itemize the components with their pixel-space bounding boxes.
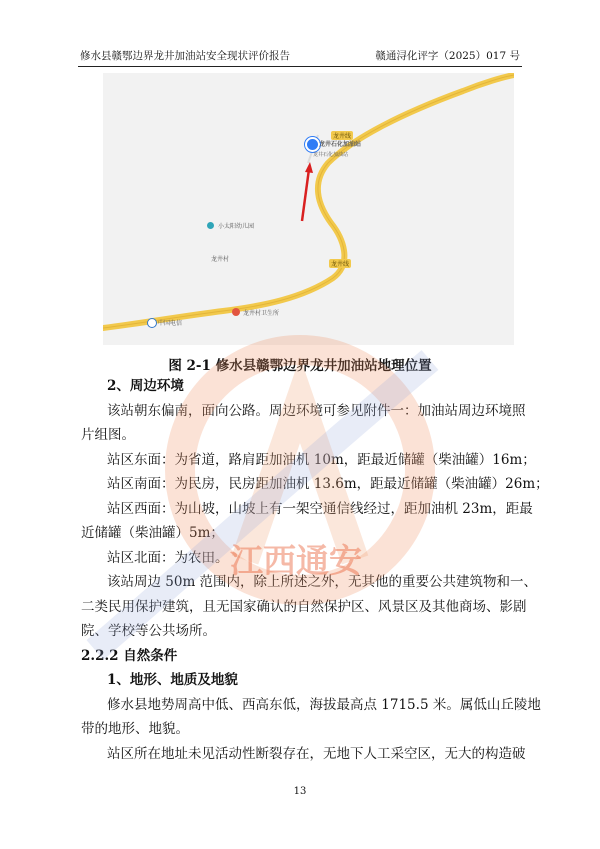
road-label-north: 龙井线 (333, 133, 352, 140)
text-line: 站区南面：为民房，民房距加油机 13.6m，距最近储罐（柴油罐）26m； (107, 476, 549, 492)
clinic-label: 龙井村卫生所 (243, 310, 280, 317)
text-line: 1、地形、地质及地貌 (107, 672, 238, 688)
text-line: 院、学校等公共场所。 (81, 623, 216, 639)
watermark-text: 江西通安 (230, 541, 362, 580)
text-line: 修水县地势周高中低、西高东低，海拔最高点 1715.5 米。属低山丘陵地 (107, 696, 541, 713)
text-line: 站区所在地址未见活动性断裂存在，无地下人工采空区，无大的构造破 (107, 745, 526, 762)
text-line: 该站周边 50m 范围内，除上所述之外，无其他的重要公共建筑物和一、 (107, 574, 538, 590)
text-line: 站区东面：为省道，路肩距加油机 10m，距最近储罐（柴油罐）16m； (107, 451, 536, 468)
map-roads (103, 73, 514, 345)
text-line: 二类民用保护建筑，且无国家确认的自然保护区、风景区及其他商场、影剧 (81, 598, 527, 615)
text-line: 2、周边环境 (107, 378, 184, 394)
text-line: 近储罐（柴油罐）5m； (81, 525, 224, 541)
telecom-label: 中国电信 (158, 320, 183, 327)
arrow-head (305, 162, 313, 173)
station-label: 龙井石化加油站 (319, 141, 362, 148)
kindergarten-pin-icon (207, 222, 214, 229)
page-number: 13 (293, 786, 307, 797)
text-line: 片组图。 (81, 427, 135, 443)
text-line: 该站朝东偏南，面向公路。周边环境可参见附件一：加油站周边环境照 (107, 402, 526, 419)
text-line: 站区西面：为山坡，山坡上有一架空通信线经过，距加油机 23m，距最 (107, 500, 533, 517)
figure-caption: 图 2-1 修水县赣鄂边界龙井加油站地理位置 (168, 358, 432, 374)
header-report-title: 修水县赣鄂边界龙井加油站安全现状评价报告 (80, 50, 290, 62)
station-pin-icon (305, 137, 320, 152)
road-label-south: 龙井线 (331, 261, 350, 268)
direction-arrow (302, 169, 309, 221)
main-road (103, 75, 514, 328)
header-divider (78, 66, 522, 67)
clinic-pin-icon (232, 308, 240, 316)
text-line: 2.2.2 自然条件 (81, 647, 178, 664)
header-report-number: 赣通浔化评字（2025）017 号 (375, 50, 520, 62)
text-line: 站区北面：为农田。 (107, 549, 229, 566)
station-sublabel: 龙井石化加油站 (313, 152, 349, 158)
kindergarten-label: 小太阳幼儿园 (218, 223, 255, 230)
text-line: 带的地形、地貌。 (81, 721, 189, 737)
village-label: 龙井村 (211, 256, 230, 263)
location-map (103, 73, 514, 345)
telecom-pin-icon (147, 318, 157, 328)
